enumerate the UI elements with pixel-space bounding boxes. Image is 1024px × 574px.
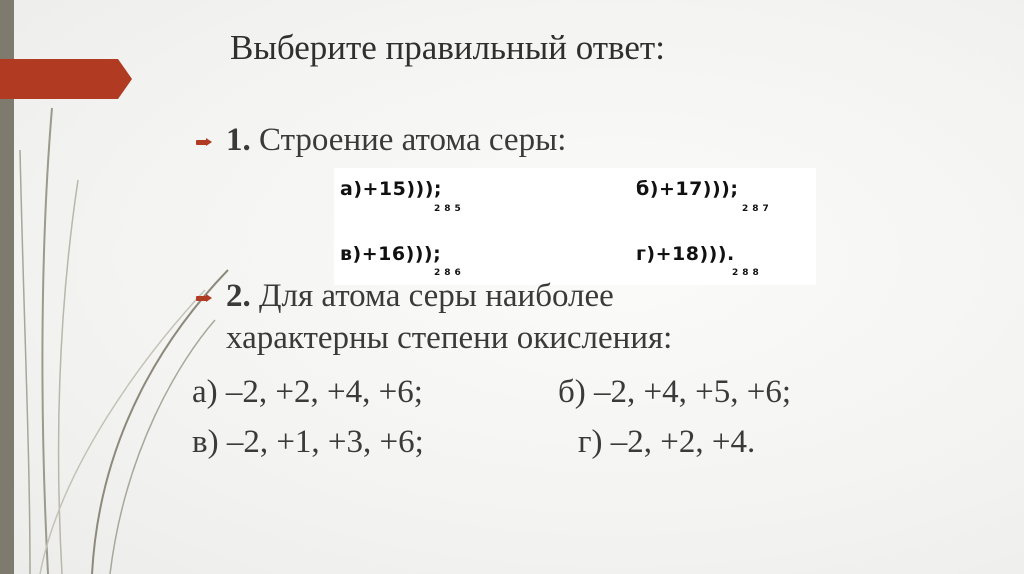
oxidation-option-b: б) –2, +4, +5, +6;: [558, 374, 792, 410]
atom-option-d-shells: 288: [732, 268, 763, 278]
question-1: [226, 122, 566, 159]
atom-option-c: в)+16)));: [340, 243, 442, 265]
oxidation-option-a: а) –2, +2, +4, +6;: [192, 374, 423, 410]
question-2-line-2: характерны степени окисления:: [226, 320, 673, 356]
atom-option-a: а)+15)));: [340, 178, 443, 200]
arrow-bullet-icon: [196, 138, 212, 146]
oxidation-option-d: г) –2, +2, +4.: [578, 424, 756, 460]
atom-option-d: г)+18))).: [636, 243, 735, 265]
question-1-text: Строение атома серы:: [250, 122, 567, 158]
atom-option-c-shells: 286: [434, 268, 465, 278]
atom-option-b-shells: 287: [742, 204, 773, 214]
atom-structure-options-image: [334, 168, 816, 285]
atom-option-a-shells: 285: [434, 204, 465, 214]
oxidation-option-c: в) –2, +1, +3, +6;: [192, 424, 424, 460]
atom-option-b: б)+17)));: [636, 178, 739, 200]
arrow-bullet-icon: [196, 294, 212, 302]
question-2-text: Для атома серы наиболее: [250, 278, 614, 314]
question-1-number: 1.: [226, 122, 251, 158]
title-ribbon-arrow: [0, 59, 132, 99]
question-2-line-1: [226, 278, 614, 315]
page-title: Выберите правильный ответ:: [230, 28, 665, 67]
question-2-number: 2.: [226, 278, 251, 314]
